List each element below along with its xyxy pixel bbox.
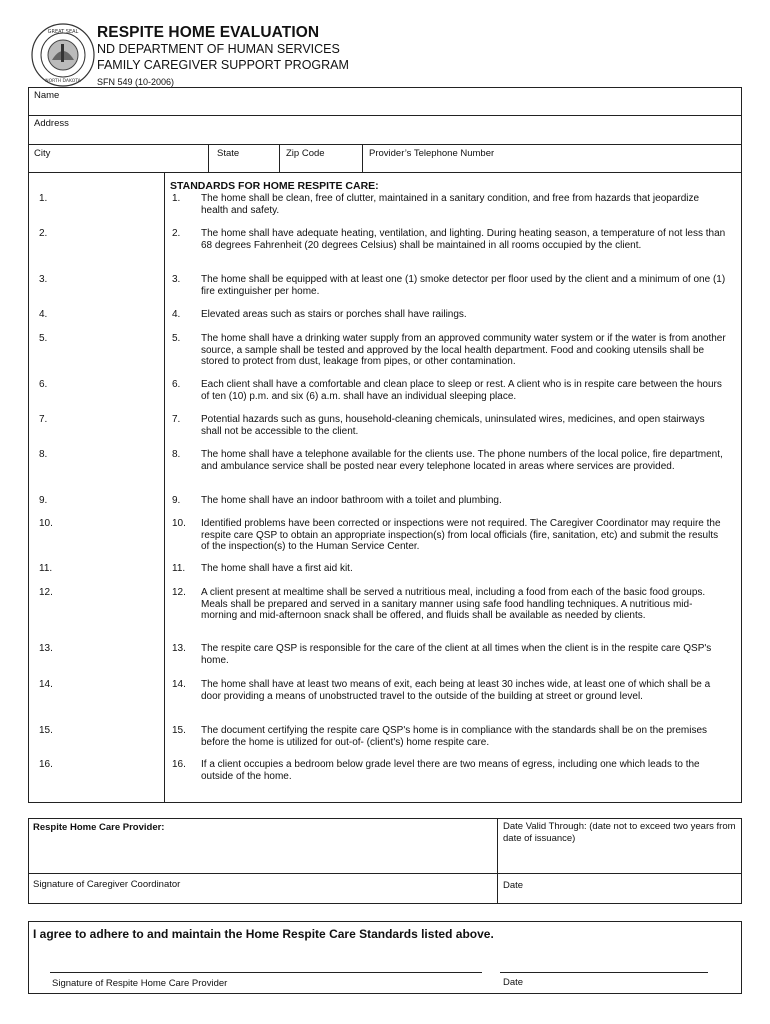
- standard-number: 9.: [172, 495, 181, 506]
- standard-number: 13.: [172, 643, 186, 654]
- coordinator-signature-field[interactable]: Signature of Caregiver Coordinator: [33, 879, 181, 890]
- standard-number: 10.: [172, 518, 186, 529]
- standard-text: The respite care QSP is responsible for the care of the client at all times when the client is in the respite care QSP's home.: [201, 643, 712, 666]
- standard-text: The home shall have a telephone available for the clients use. The phone numbers of the local police, fire department, and ambulance service shall be posted near every telephone located in areas where services are provided.: [201, 449, 723, 472]
- standard-number: 2.: [172, 228, 181, 239]
- standard-number: 12.: [172, 587, 186, 598]
- standard-check-16[interactable]: 16.: [39, 759, 53, 770]
- standard-check-10[interactable]: 10.: [39, 518, 53, 529]
- standard-check-9[interactable]: 9.: [39, 495, 48, 506]
- standard-check-1[interactable]: 1.: [39, 193, 48, 204]
- standard-number: 5.: [172, 333, 181, 344]
- standard-text: The home shall have adequate heating, ventilation, and lighting. During heating season, a temperature of not less than 68 degrees Fahrenheit (20 degrees Celsius) shall be maintained in all rooms occupied by the client.: [201, 228, 726, 251]
- standard-text: The home shall have a first aid kit.: [201, 563, 353, 574]
- standard-number: 4.: [172, 309, 181, 320]
- standards-heading: STANDARDS FOR HOME RESPITE CARE:: [170, 180, 379, 192]
- standard-text: The document certifying the respite care QSP's home is in compliance with the standards shall be on the premises before the home is utilized for out-of- (client's) home respite care.: [201, 725, 708, 748]
- standard-check-5[interactable]: 5.: [39, 333, 48, 344]
- state-field[interactable]: State: [217, 148, 240, 159]
- standard-text: The home shall have a drinking water supply from an approved community water system or if the water is from another source, a sample shall be tested and approved by the local health department. Food and cooking utensils shall be stored to protect from dust, leakage from pipes, or other contamination.: [201, 333, 726, 367]
- date-valid-through-field[interactable]: Date Valid Through: (date not to exceed two years from date of issuance): [503, 821, 736, 844]
- standard-text: Potential hazards such as guns, household-cleaning chemicals, uninsulated wires, medicines, and open stairways shall not be accessible to the client.: [201, 414, 705, 437]
- agreement-statement: I agree to adhere to and maintain the Home Respite Care Standards listed above.: [33, 927, 494, 941]
- phone-field[interactable]: Provider’s Telephone Number: [369, 148, 495, 159]
- state-seal-icon: [30, 22, 96, 88]
- provider-date-field[interactable]: Date: [503, 977, 524, 988]
- standard-number: 11.: [172, 563, 186, 574]
- standard-text: The home shall have at least two means of exit, each being at least 30 inches wide, at least one of which shall be a door providing a means of unobstructed travel to the outside of the building at street or ground level.: [201, 679, 711, 702]
- standard-number: 3.: [172, 274, 181, 285]
- standard-text: Identified problems have been corrected or inspections were not required. The Caregiver Coordinator may require the respite care QSP to obtain an appropriate inspection(s) from local officials (fire, sanitation, etc) and submit the results of the inspection(s) to the Human Service Center.: [201, 518, 721, 552]
- standard-check-15[interactable]: 15.: [39, 725, 53, 736]
- standard-check-4[interactable]: 4.: [39, 309, 48, 320]
- standard-number: 8.: [172, 449, 181, 460]
- standard-check-2[interactable]: 2.: [39, 228, 48, 239]
- zip-code-field[interactable]: Zip Code: [286, 148, 325, 159]
- standard-text: Elevated areas such as stairs or porches shall have railings.: [201, 309, 467, 320]
- form-number: SFN 549 (10-2006): [97, 77, 175, 87]
- standard-text: Each client shall have a comfortable and clean place to sleep or rest. A client who is in respite care between the hours of ten (10) p.m. and six (6) a.m. shall have an individual sleeping place.: [201, 379, 722, 402]
- standard-check-11[interactable]: 11.: [39, 563, 53, 574]
- program-name: FAMILY CAREGIVER SUPPORT PROGRAM: [97, 58, 349, 72]
- standard-check-7[interactable]: 7.: [39, 414, 48, 425]
- standard-check-3[interactable]: 3.: [39, 274, 48, 285]
- standard-text: If a client occupies a bedroom below grade level there are two means of egress, including one which leads to the outside of the home.: [201, 759, 700, 782]
- address-field[interactable]: Address: [34, 118, 69, 129]
- standard-number: 15.: [172, 725, 186, 736]
- standard-check-13[interactable]: 13.: [39, 643, 53, 654]
- svg-text:GREAT SEAL: GREAT SEAL: [47, 29, 79, 35]
- standard-number: 7.: [172, 414, 181, 425]
- city-field[interactable]: City: [34, 148, 51, 159]
- standard-number: 6.: [172, 379, 181, 390]
- respite-provider-field[interactable]: Respite Home Care Provider:: [33, 822, 165, 833]
- standard-text: The home shall be equipped with at least one (1) smoke detector per floor used by the client and a minimum of one (1) fire extinguisher per home.: [201, 274, 726, 297]
- standard-check-8[interactable]: 8.: [39, 449, 48, 460]
- department-name: ND DEPARTMENT OF HUMAN SERVICES: [97, 42, 340, 56]
- standard-check-14[interactable]: 14.: [39, 679, 53, 690]
- standard-text: The home shall be clean, free of clutter, maintained in a sanitary condition, and free from hazards that jeopardize health and safety.: [201, 193, 700, 216]
- standard-number: 16.: [172, 759, 186, 770]
- provider-signature-field[interactable]: Signature of Respite Home Care Provider: [52, 978, 228, 989]
- standard-check-6[interactable]: 6.: [39, 379, 48, 390]
- standard-number: 1.: [172, 193, 181, 204]
- standard-text: A client present at mealtime shall be served a nutritious meal, including a food from each of the basic food groups. Meals shall be prepared and served in a sanitary manner using safe food handling techniques. A nutritious mid-morning and mid-afternoon snack shall be offered, and fluids shall be available as needed by clients.: [201, 587, 706, 621]
- name-field[interactable]: Name: [34, 90, 60, 101]
- coordinator-date-field[interactable]: Date: [503, 880, 524, 891]
- standard-text: The home shall have an indoor bathroom with a toilet and plumbing.: [201, 495, 502, 506]
- form-title: RESPITE HOME EVALUATION: [97, 24, 320, 41]
- standard-number: 14.: [172, 679, 186, 690]
- standard-check-12[interactable]: 12.: [39, 587, 53, 598]
- svg-text:NORTH DAKOTA: NORTH DAKOTA: [45, 79, 81, 84]
